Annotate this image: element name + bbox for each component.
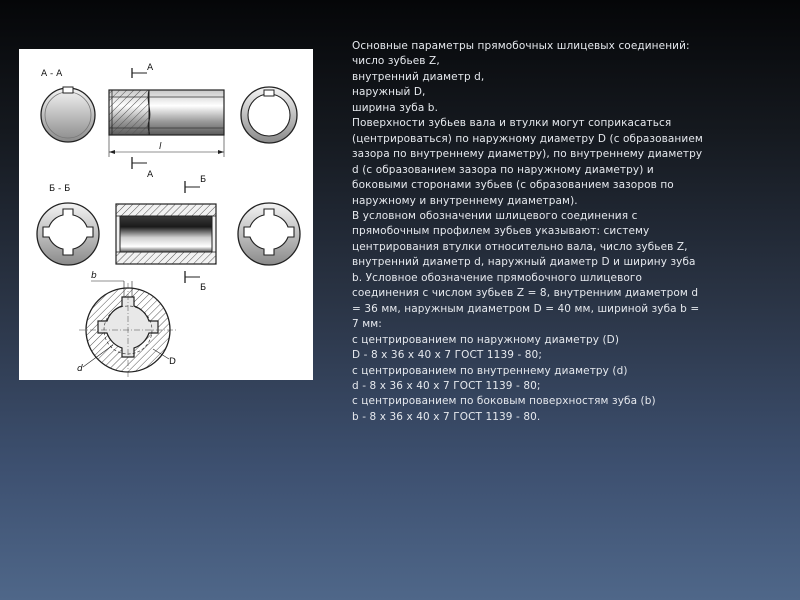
text-line: внутренний диаметр d, наружный диаметр D и ширину зуба [352, 256, 696, 269]
dimension-l [109, 135, 224, 157]
description-text-block [352, 39, 747, 425]
text-line: наружный D, [352, 86, 426, 99]
spline-drawing-panel [19, 49, 313, 380]
hub-section-bb [238, 203, 300, 265]
text-line: b. Условное обозначение прямобочного шлицевого [352, 271, 643, 284]
text-line: боковыми сторонами зубьев (с образованием зазоров по [352, 179, 674, 192]
text-line: соединения с числом зубьев Z = 8, внутренним диаметром d [352, 287, 699, 300]
text-line: прямобочным профилем зубьев указывают: систему [352, 225, 650, 238]
outer-diameter-D-label: D [169, 357, 176, 367]
text-line: D - 8 x 36 x 40 x 7 ГОСТ 1139 - 80; [352, 349, 542, 362]
text-line: центрирования втулки относительно вала, число зубьев Z, [352, 240, 688, 253]
spline-drawing [19, 49, 313, 380]
cut-a-top-label: А [147, 63, 154, 73]
cut-b-top-label: Б [200, 175, 207, 185]
length-l-label: l [159, 142, 162, 152]
text-line: Поверхности зубьев вала и втулки могут соприкасаться [352, 117, 672, 130]
text-line: с центрированием по внутреннему диаметру (d) [352, 364, 628, 377]
hub-side-view [116, 204, 216, 264]
cut-a-bottom-label: А [147, 170, 154, 180]
shaft-side-view [109, 90, 224, 135]
text-line: d - 8 x 36 x 40 x 7 ГОСТ 1139 - 80; [352, 379, 541, 392]
text-line: с центрированием по боковым поверхностям зуба (b) [352, 395, 656, 408]
text-line: наружному и внутреннему диаметрам). [352, 194, 578, 207]
section-aa-label: А - А [41, 69, 63, 79]
assembled-spline-joint [79, 283, 177, 377]
text-line: 7 мм: [352, 318, 382, 331]
text-line: число зубьев Z, [352, 55, 440, 68]
text-line: = 36 мм, наружным диаметром D = 40 мм, шириной зуба b = [352, 302, 700, 315]
text-line: Основные параметры прямобочных шлицевых соединений: [352, 40, 690, 52]
cut-b-bottom-label: Б [200, 283, 207, 293]
text-line: b - 8 x 36 x 40 x 7 ГОСТ 1139 - 80. [352, 410, 541, 423]
shaft-section-bb [37, 203, 99, 265]
tooth-width-b-label: b [91, 271, 97, 281]
text-line: В условном обозначении шлицевого соединения с [352, 209, 638, 222]
shaft-section-aa [41, 87, 95, 142]
hub-section-view [241, 87, 297, 143]
text-line: (центрироваться) по наружному диаметру D (с образованием [352, 132, 703, 145]
text-line: внутренний диаметр d, [352, 70, 485, 83]
text-line: d (с образованием зазора по наружному диаметру) и [352, 163, 654, 176]
text-line: с центрированием по наружному диаметру (D) [352, 333, 620, 346]
inner-diameter-d-label: d [77, 364, 83, 374]
section-bb-label: Б - Б [49, 184, 71, 194]
text-line: зазора по внутреннему диаметру), по внутреннему диаметру [352, 148, 703, 161]
text-line: ширина зуба b. [352, 101, 439, 114]
